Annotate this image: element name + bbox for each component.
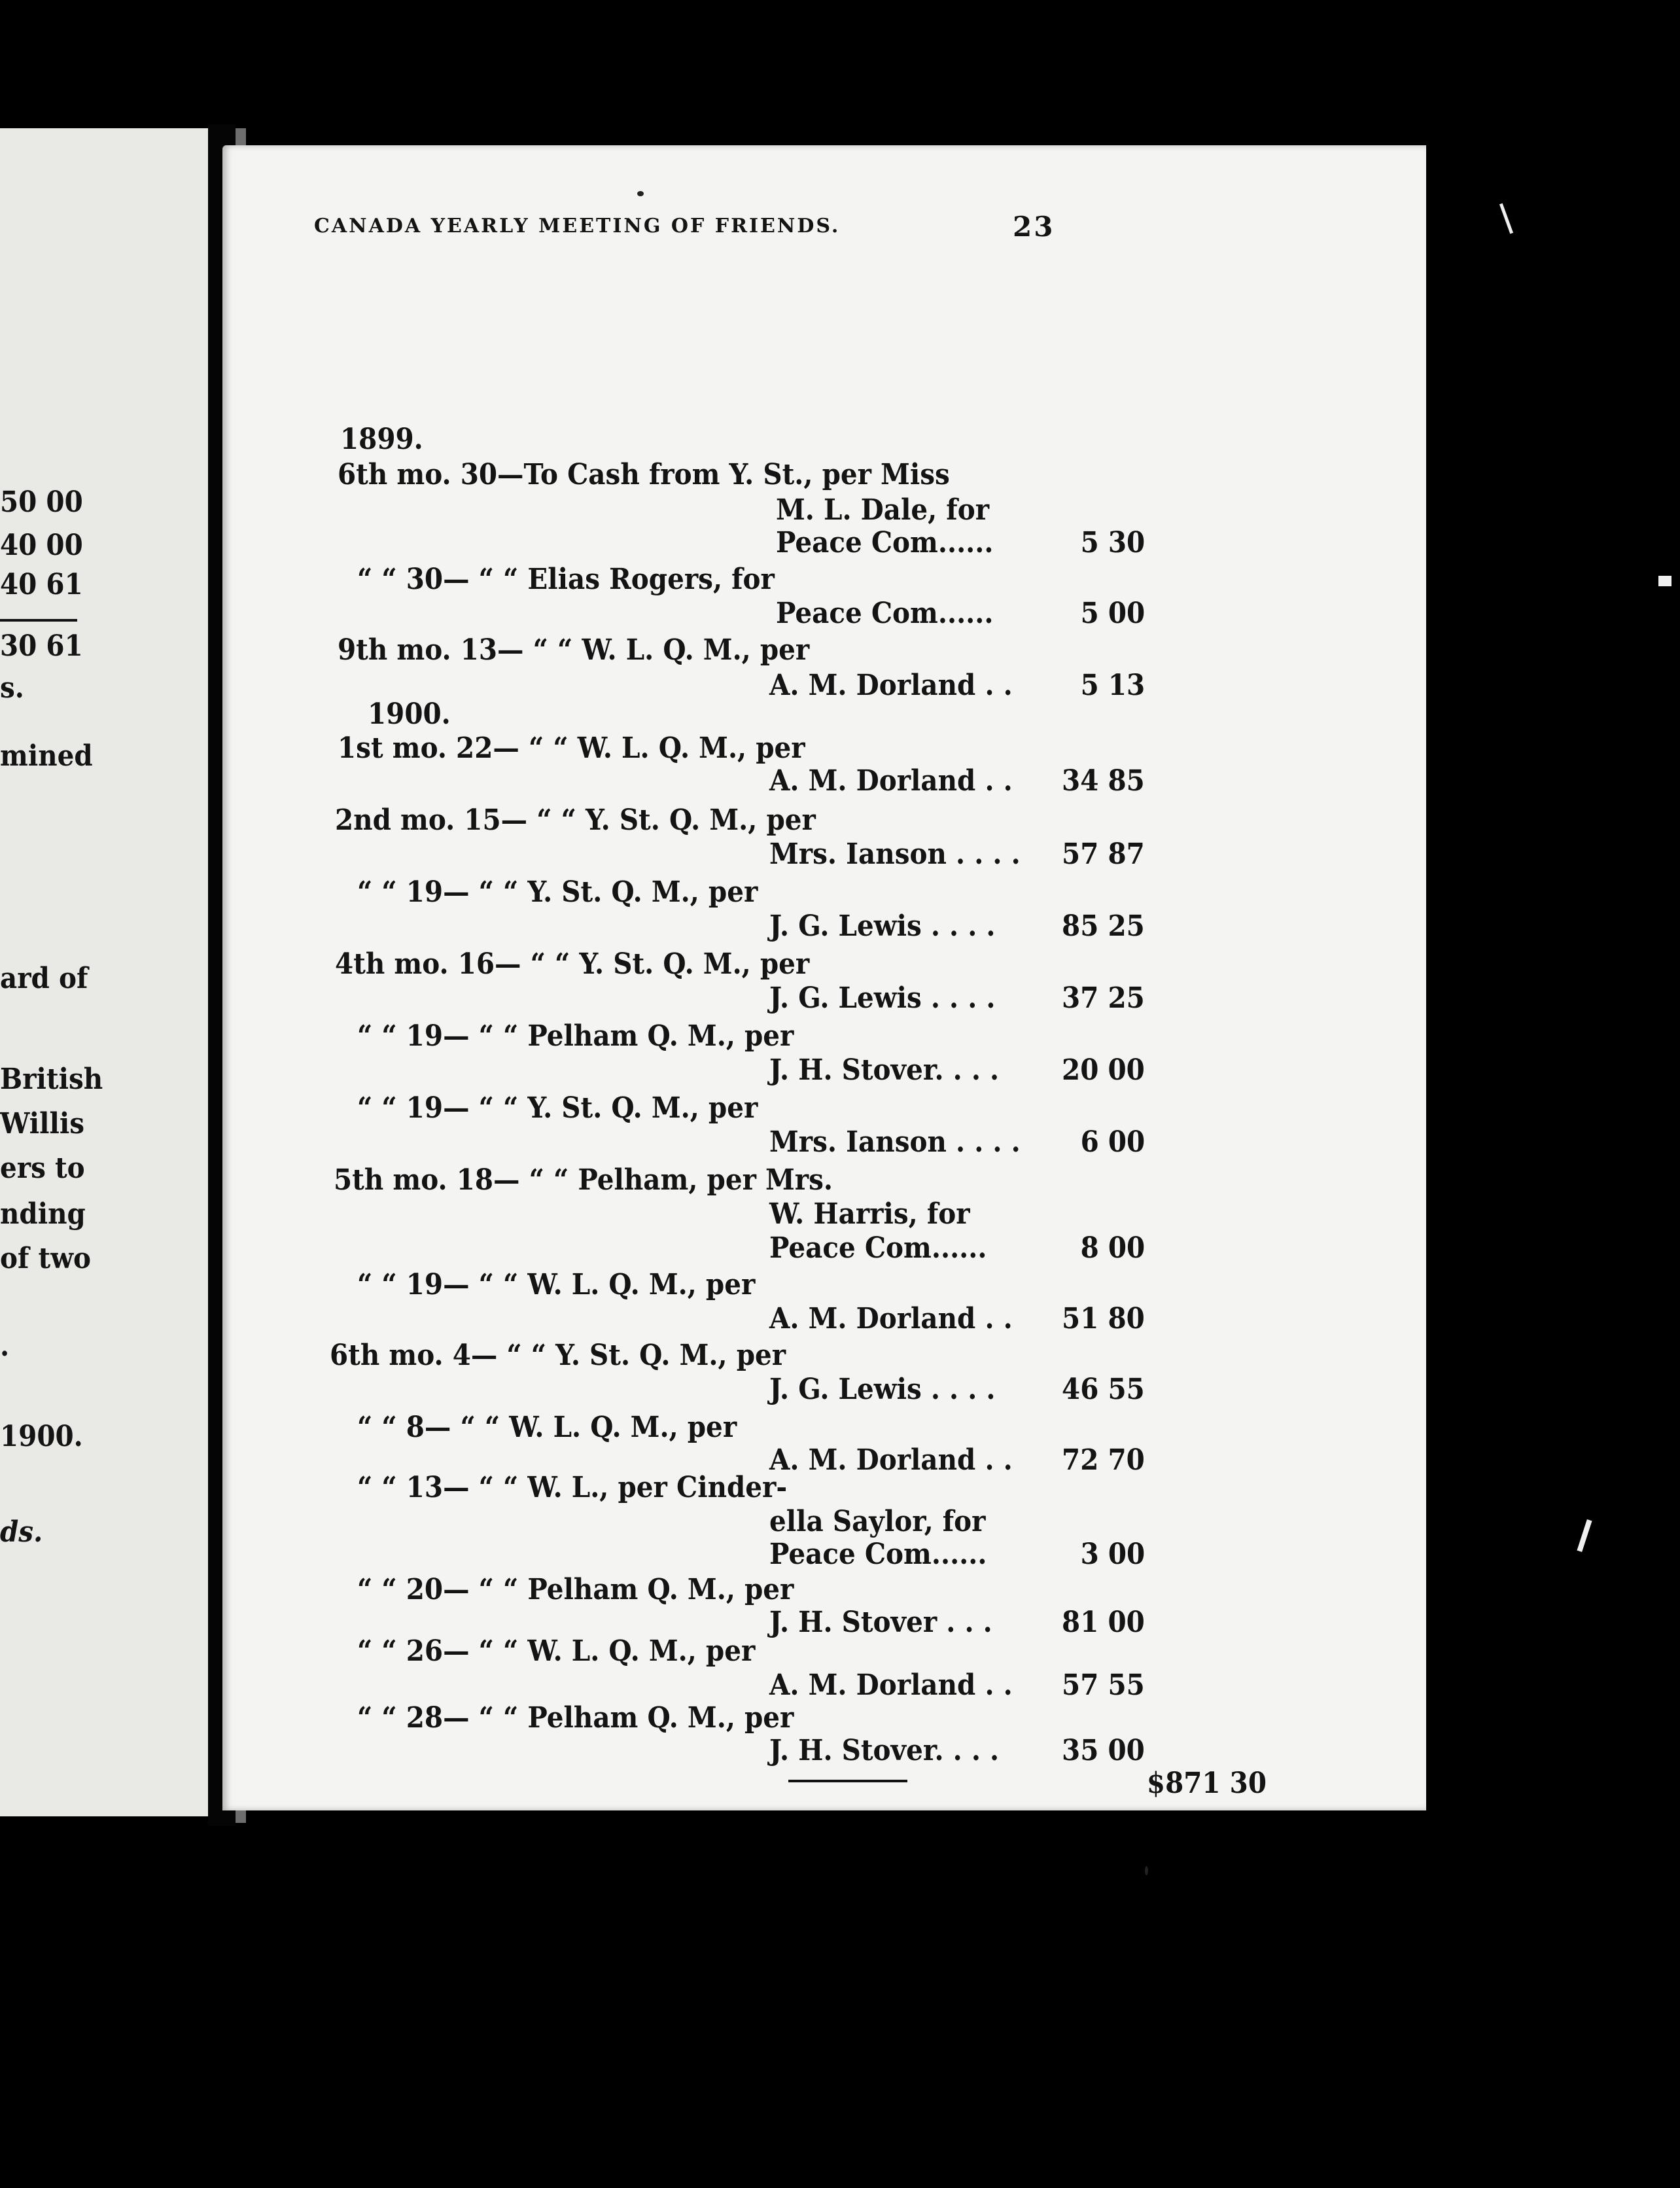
amount: 81 00 xyxy=(1062,1606,1145,1639)
ledger-line: “ “ 19— “ “ Pelham Q. M., per xyxy=(357,1019,794,1053)
film-scratch xyxy=(1577,1519,1592,1552)
left-fragment: 1900. xyxy=(0,1420,83,1453)
ledger-line: 1st mo. 22— “ “ W. L. Q. M., per xyxy=(338,732,805,765)
amount: 8 00 xyxy=(1080,1231,1145,1265)
ledger-line: “ “ 19— “ “ Y. St. Q. M., per xyxy=(357,875,758,909)
ledger-line: Peace Com...... xyxy=(776,597,994,630)
ledger-line: A. M. Dorland . . xyxy=(769,1443,1013,1477)
ledger-line: J. G. Lewis . . . . xyxy=(769,909,996,943)
amount: 5 13 xyxy=(1080,669,1145,702)
ledger-line: “ “ 30— “ “ Elias Rogers, for xyxy=(357,563,775,596)
ledger-line: A. M. Dorland . . xyxy=(769,764,1013,798)
ledger-line: “ “ 13— “ “ W. L., per Cinder- xyxy=(357,1471,788,1504)
left-sum-rule xyxy=(0,619,77,622)
left-fragment: 40 00 xyxy=(0,529,83,562)
ledger-line: M. L. Dale, for xyxy=(776,493,990,527)
amount: 5 30 xyxy=(1080,526,1145,559)
left-fragment: nding xyxy=(0,1197,86,1231)
amount: 85 25 xyxy=(1062,909,1145,943)
ledger-line: ella Saylor, for xyxy=(769,1505,986,1538)
left-fragment: British xyxy=(0,1063,103,1096)
ledger-line: 6th mo. 4— “ “ Y. St. Q. M., per xyxy=(330,1339,786,1372)
ledger-line: Peace Com...... xyxy=(776,526,994,559)
ledger-line: 9th mo. 13— “ “ W. L. Q. M., per xyxy=(338,633,810,667)
ledger-line: “ “ 8— “ “ W. L. Q. M., per xyxy=(357,1411,737,1444)
ledger-line: A. M. Dorland . . xyxy=(769,1302,1013,1335)
left-fragment: ds. xyxy=(0,1515,43,1549)
amount: 20 00 xyxy=(1062,1053,1145,1087)
ledger-line: “ “ 20— “ “ Pelham Q. M., per xyxy=(357,1573,794,1606)
film-scratch xyxy=(1499,203,1513,234)
ledger-line: “ “ 28— “ “ Pelham Q. M., per xyxy=(357,1701,794,1735)
year-label: 1899. xyxy=(340,423,423,456)
amount: 46 55 xyxy=(1062,1373,1145,1406)
ledger-line: J. H. Stover. . . . xyxy=(769,1734,1000,1767)
amount: 72 70 xyxy=(1062,1443,1145,1477)
left-fragment: ard of xyxy=(0,962,88,995)
amount: 34 85 xyxy=(1062,764,1145,798)
ledger-line: A. M. Dorland . . xyxy=(769,1668,1013,1702)
left-fragment: 50 00 xyxy=(0,485,83,519)
ledger-line: J. H. Stover. . . . xyxy=(769,1053,1000,1087)
film-scratch xyxy=(1658,576,1671,586)
grand-total: $871 30 xyxy=(1146,1767,1267,1800)
ink-speck xyxy=(637,191,644,196)
ledger-line: W. Harris, for xyxy=(769,1197,970,1231)
ledger-line: “ “ 26— “ “ W. L. Q. M., per xyxy=(357,1634,756,1668)
amount: 57 87 xyxy=(1062,838,1145,871)
ledger-line: J. H. Stover . . . xyxy=(769,1606,992,1639)
ledger-line: 2nd mo. 15— “ “ Y. St. Q. M., per xyxy=(335,803,816,837)
left-fragment: 30 61 xyxy=(0,629,83,663)
left-fragment: Willis xyxy=(0,1107,85,1140)
amount: 51 80 xyxy=(1062,1302,1145,1335)
left-page-fragment xyxy=(0,128,208,1816)
ledger-line: 5th mo. 18— “ “ Pelham, per Mrs. xyxy=(334,1163,833,1197)
year-label: 1900. xyxy=(368,697,451,731)
ink-speck xyxy=(1145,1866,1148,1875)
left-fragment: . xyxy=(0,1330,10,1363)
ledger-line: Peace Com...... xyxy=(769,1538,987,1571)
ledger-line: 4th mo. 16— “ “ Y. St. Q. M., per xyxy=(335,947,810,981)
amount: 3 00 xyxy=(1080,1538,1145,1571)
ledger-line: Peace Com...... xyxy=(769,1231,987,1265)
ledger-line: Mrs. Ianson . . . . xyxy=(769,838,1021,871)
ledger-line: J. G. Lewis . . . . xyxy=(769,1373,996,1406)
ledger-line: J. G. Lewis . . . . xyxy=(769,981,996,1015)
amount: 6 00 xyxy=(1080,1125,1145,1159)
page-number: 23 xyxy=(1013,211,1055,243)
running-header: CANADA YEARLY MEETING OF FRIENDS. xyxy=(314,215,841,238)
left-fragment: 40 61 xyxy=(0,568,83,601)
left-fragment: of two xyxy=(0,1242,92,1275)
left-fragment: mined xyxy=(0,739,93,773)
ledger-line: 6th mo. 30—To Cash from Y. St., per Miss xyxy=(338,458,950,491)
amount: 5 00 xyxy=(1080,597,1145,630)
ledger-line: Mrs. Ianson . . . . xyxy=(769,1125,1021,1159)
amount: 57 55 xyxy=(1062,1668,1145,1702)
left-fragment: s. xyxy=(0,671,24,705)
total-rule xyxy=(788,1780,907,1782)
ledger-line: “ “ 19— “ “ Y. St. Q. M., per xyxy=(357,1091,758,1125)
amount: 35 00 xyxy=(1062,1734,1145,1767)
amount: 37 25 xyxy=(1062,981,1145,1015)
ledger-line: “ “ 19— “ “ W. L. Q. M., per xyxy=(357,1268,756,1301)
ledger-line: A. M. Dorland . . xyxy=(769,669,1013,702)
left-fragment: ers to xyxy=(0,1152,85,1185)
